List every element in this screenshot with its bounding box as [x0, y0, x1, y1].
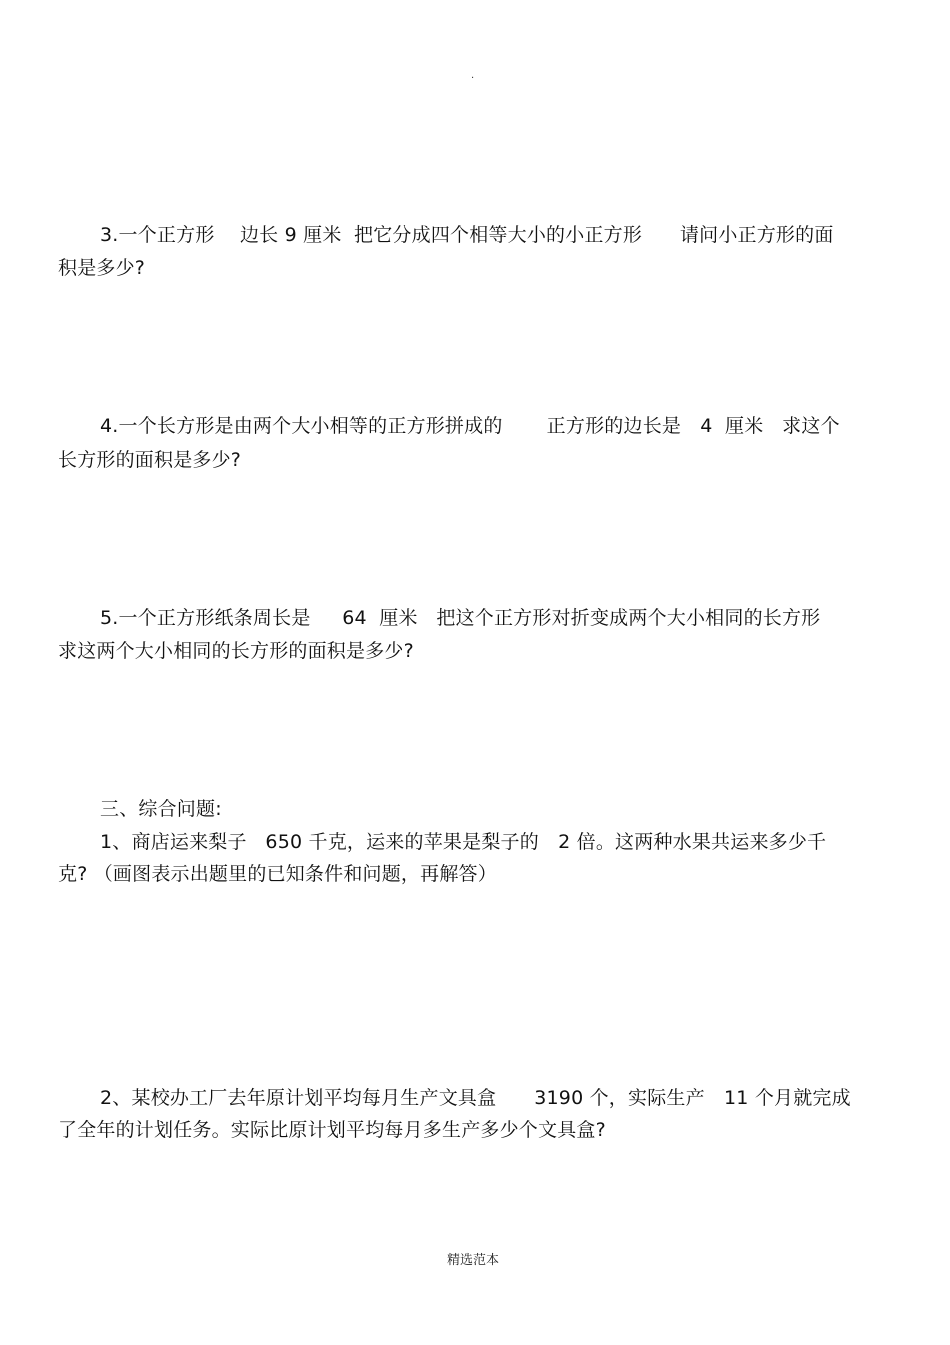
question-4-line-1: 4.一个长方形是由两个大小相等的正方形拼成的 正方形的边长是 4 厘米 求这个 — [100, 415, 840, 437]
problem-2-line-2: 了全年的计划任务。实际比原计划平均每月多生产多少个文具盒? — [58, 1119, 606, 1141]
problem-2-line-1: 2、某校办工厂去年原计划平均每月生产文具盒 3190 个，实际生产 11 个月就完成 — [100, 1087, 851, 1109]
problem-1-line-2: 克? （画图表示出题里的已知条件和问题，再解答） — [58, 863, 497, 885]
question-4-line-2: 长方形的面积是多少? — [58, 449, 242, 471]
question-3-line-2: 积是多少? — [58, 257, 146, 279]
footer-text: 精选范本 — [447, 1253, 500, 1268]
problem-1-line-1: 1、商店运来梨子 650 千克，运来的苹果是梨子的 2 倍。这两种水果共运来多少千 — [100, 831, 827, 853]
question-5-line-2: 求这两个大小相同的长方形的面积是多少? — [58, 640, 414, 662]
question-5-line-1: 5.一个正方形纸条周长是 64 厘米 把这个正方形对折变成两个大小相同的长方形 — [100, 607, 821, 629]
section-3-title: 三、综合问题: — [100, 798, 222, 820]
question-3-line-1: 3.一个正方形 边长 9 厘米 把它分成四个相等大小的小正方形 请问小正方形的面 — [100, 224, 834, 246]
header-dot: . — [471, 70, 475, 81]
